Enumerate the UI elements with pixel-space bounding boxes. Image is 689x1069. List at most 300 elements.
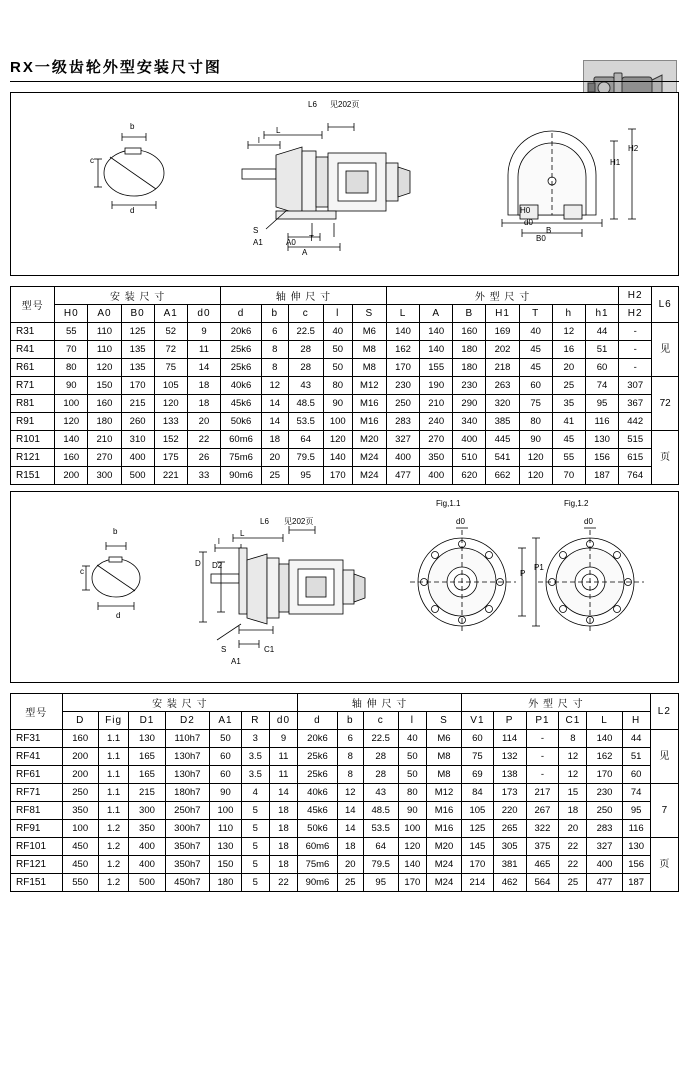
cell: 40 xyxy=(323,323,352,341)
cell: 25k6 xyxy=(298,766,338,784)
label-b: b xyxy=(130,122,135,131)
cell: 45k6 xyxy=(298,802,338,820)
col2-V1: V1 xyxy=(462,712,494,730)
cell: 20 xyxy=(261,449,288,467)
cell-model: RF121 xyxy=(11,856,63,874)
cell: 14 xyxy=(261,395,288,413)
cell: 60 xyxy=(210,766,242,784)
cell: 50 xyxy=(398,748,426,766)
cell: 215 xyxy=(129,784,165,802)
cell: 18 xyxy=(269,802,297,820)
cell: 350 xyxy=(62,802,98,820)
cell: 200 xyxy=(62,748,98,766)
cell: 541 xyxy=(486,449,519,467)
cell: 263 xyxy=(486,377,519,395)
cell: 5 xyxy=(241,874,269,892)
table-row xyxy=(11,766,679,784)
label-note1: 见202页 xyxy=(330,100,360,109)
cell: 100 xyxy=(323,413,352,431)
cell: 9 xyxy=(269,730,297,748)
cell: 135 xyxy=(121,359,154,377)
cell: 16 xyxy=(552,341,585,359)
colgroup2-outline: 外 型 尺 寸 xyxy=(462,694,651,712)
cell: 79.5 xyxy=(363,856,398,874)
cell: 120 xyxy=(88,359,121,377)
cell-model: RF71 xyxy=(11,784,63,802)
cell: 60m6 xyxy=(298,838,338,856)
cell: 51 xyxy=(622,748,650,766)
cell-model: R61 xyxy=(11,359,55,377)
cell: 165 xyxy=(129,766,165,784)
col-c: c xyxy=(288,305,323,323)
table-row xyxy=(11,748,679,766)
col2-c: c xyxy=(363,712,398,730)
cell: 327 xyxy=(386,431,419,449)
cell: 95 xyxy=(585,395,618,413)
cell: 50k6 xyxy=(298,820,338,838)
cell: 90 xyxy=(210,784,242,802)
cell: 95 xyxy=(363,874,398,892)
cell: 18 xyxy=(559,802,587,820)
cell: 445 xyxy=(486,431,519,449)
cell: 28 xyxy=(363,766,398,784)
label-L6: L6 xyxy=(308,100,317,109)
cell: 180 xyxy=(453,359,486,377)
cell: 217 xyxy=(526,784,559,802)
cell: 60 xyxy=(622,766,650,784)
cell: 130h7 xyxy=(165,748,210,766)
cell: 5 xyxy=(241,820,269,838)
cell: 15 xyxy=(559,784,587,802)
cell: M24 xyxy=(352,467,386,485)
cell: 22 xyxy=(559,856,587,874)
table-row xyxy=(11,449,679,467)
label2-d0b: d0 xyxy=(584,517,593,526)
cell: 510 xyxy=(453,449,486,467)
cell: 51 xyxy=(585,341,618,359)
cell: 75m6 xyxy=(221,449,262,467)
cell: 20 xyxy=(337,856,363,874)
cell: 120 xyxy=(154,395,187,413)
cell: 442 xyxy=(619,413,652,431)
cell: 1.1 xyxy=(98,766,128,784)
cell: 72 xyxy=(154,341,187,359)
cell: 140 xyxy=(420,341,453,359)
cell: 477 xyxy=(587,874,622,892)
cell: - xyxy=(526,766,559,784)
cell: 160 xyxy=(55,449,88,467)
col2-L: L xyxy=(587,712,622,730)
cell: 41 xyxy=(552,413,585,431)
label2-D: D xyxy=(195,559,201,568)
cell: 79.5 xyxy=(288,449,323,467)
cell: 6 xyxy=(337,730,363,748)
cell: 105 xyxy=(462,802,494,820)
cell: 1.1 xyxy=(98,784,128,802)
cell: 190 xyxy=(420,377,453,395)
table-row xyxy=(11,856,679,874)
cell: 462 xyxy=(493,874,526,892)
cell: 20 xyxy=(559,820,587,838)
cell: 173 xyxy=(493,784,526,802)
cell: 764 xyxy=(619,467,652,485)
col-L: L xyxy=(386,305,419,323)
cell: 1.1 xyxy=(98,730,128,748)
col-A: A xyxy=(420,305,453,323)
cell: 250 xyxy=(386,395,419,413)
cell: 283 xyxy=(386,413,419,431)
note-cell-3: 页 xyxy=(652,431,679,485)
cell: M8 xyxy=(352,341,386,359)
cell-model: RF61 xyxy=(11,766,63,784)
table1-body xyxy=(11,323,679,485)
cell: 116 xyxy=(585,413,618,431)
cell: 70 xyxy=(55,341,88,359)
cell: 221 xyxy=(154,467,187,485)
cell: 48.5 xyxy=(363,802,398,820)
cell: 12 xyxy=(261,377,288,395)
cell: 25k6 xyxy=(298,748,338,766)
cell: 55 xyxy=(552,449,585,467)
cell: 350h7 xyxy=(165,856,210,874)
cell: - xyxy=(619,323,652,341)
cell: 170 xyxy=(386,359,419,377)
cell-model: RF41 xyxy=(11,748,63,766)
col-h0: H0 xyxy=(55,305,88,323)
cell-model: RF101 xyxy=(11,838,63,856)
cell: 170 xyxy=(121,377,154,395)
cell: 110h7 xyxy=(165,730,210,748)
cell: 14 xyxy=(337,820,363,838)
cell-model: R91 xyxy=(11,413,55,431)
cell: 9 xyxy=(187,323,220,341)
label-A1: A1 xyxy=(253,238,263,247)
cell: 70 xyxy=(552,467,585,485)
title-divider xyxy=(10,81,679,82)
cell: 200 xyxy=(62,766,98,784)
table-row xyxy=(11,413,679,431)
col2-S: S xyxy=(426,712,461,730)
cell: 187 xyxy=(585,467,618,485)
table-row xyxy=(11,323,679,341)
cell: 74 xyxy=(622,784,650,802)
cell: 140 xyxy=(55,431,88,449)
cell: 74 xyxy=(585,377,618,395)
dimension-table-foot-mount xyxy=(10,286,679,485)
cell: 80 xyxy=(55,359,88,377)
cell: 110 xyxy=(210,820,242,838)
cell: 1.2 xyxy=(98,874,128,892)
note2-cell-2: 7 xyxy=(650,784,678,838)
cell: M8 xyxy=(426,748,461,766)
cell: 28 xyxy=(363,748,398,766)
cell: 53.5 xyxy=(363,820,398,838)
label-fig11: Fig,1.1 xyxy=(436,499,461,508)
cell: 43 xyxy=(288,377,323,395)
col2-l: l xyxy=(398,712,426,730)
cell: 180 xyxy=(453,341,486,359)
cell-model: R151 xyxy=(11,467,55,485)
cell: 400 xyxy=(386,449,419,467)
col2-C1: C1 xyxy=(559,712,587,730)
cell: 120 xyxy=(519,449,552,467)
col-d0: d0 xyxy=(187,305,220,323)
col2-P: P xyxy=(493,712,526,730)
cell: 25k6 xyxy=(221,341,262,359)
col2-d0: d0 xyxy=(269,712,297,730)
cell: 12 xyxy=(559,748,587,766)
label-A0: A0 xyxy=(286,238,296,247)
cell: 110 xyxy=(88,341,121,359)
col2-D: D xyxy=(62,712,98,730)
cell: 5 xyxy=(241,802,269,820)
cell: - xyxy=(526,748,559,766)
cell: 8 xyxy=(337,748,363,766)
cell: 120 xyxy=(323,431,352,449)
colgroup2-mounting: 安 装 尺 寸 xyxy=(62,694,298,712)
cell: 12 xyxy=(337,784,363,802)
cell: 60m6 xyxy=(221,431,262,449)
cell: 45 xyxy=(552,431,585,449)
cell: 120 xyxy=(398,838,426,856)
cell: M20 xyxy=(426,838,461,856)
note-cell-1: 见 xyxy=(652,323,679,377)
cell: 150 xyxy=(88,377,121,395)
cell: M8 xyxy=(426,766,461,784)
cell: M16 xyxy=(426,820,461,838)
cell: 322 xyxy=(526,820,559,838)
cell: 162 xyxy=(386,341,419,359)
col-H1: H1 xyxy=(486,305,519,323)
cell: 1.2 xyxy=(98,838,128,856)
cell: 175 xyxy=(154,449,187,467)
col2-model: 型号 xyxy=(11,694,63,730)
cell: 250h7 xyxy=(165,802,210,820)
table-row xyxy=(11,395,679,413)
cell: 8 xyxy=(261,359,288,377)
table2-body xyxy=(11,730,679,892)
cell: 300h7 xyxy=(165,820,210,838)
cell: 170 xyxy=(587,766,622,784)
cell: 20k6 xyxy=(221,323,262,341)
cell: 18 xyxy=(269,820,297,838)
cell: 60 xyxy=(519,377,552,395)
cell: 450 xyxy=(62,856,98,874)
cell: 477 xyxy=(386,467,419,485)
cell: 307 xyxy=(619,377,652,395)
cell: 50k6 xyxy=(221,413,262,431)
cell: 35 xyxy=(552,395,585,413)
col-h2: H2 xyxy=(619,287,652,305)
cell: 283 xyxy=(587,820,622,838)
cell: 6 xyxy=(261,323,288,341)
cell: M16 xyxy=(426,802,461,820)
table-row xyxy=(11,784,679,802)
cell: 160 xyxy=(453,323,486,341)
cell: 50 xyxy=(210,730,242,748)
cell: 52 xyxy=(154,323,187,341)
cell: 22 xyxy=(269,874,297,892)
cell: 180 xyxy=(210,874,242,892)
cell: 84 xyxy=(462,784,494,802)
note2-cell-3: 页 xyxy=(650,838,678,892)
cell: 22 xyxy=(559,838,587,856)
label-B0: B0 xyxy=(536,234,546,243)
cell: 69 xyxy=(462,766,494,784)
cell: 400 xyxy=(420,467,453,485)
cell: 90 xyxy=(398,802,426,820)
cell-model: R31 xyxy=(11,323,55,341)
cell: 1.1 xyxy=(98,748,128,766)
table-row xyxy=(11,341,679,359)
cell: M12 xyxy=(352,377,386,395)
cell: 33 xyxy=(187,467,220,485)
cell: 11 xyxy=(269,748,297,766)
colgroup-outline: 外 型 尺 寸 xyxy=(386,287,618,305)
cell: M8 xyxy=(352,359,386,377)
cell: 90 xyxy=(55,377,88,395)
cell: 12 xyxy=(559,766,587,784)
table-row xyxy=(11,431,679,449)
colgroup-shaft: 轴 伸 尺 寸 xyxy=(221,287,387,305)
cell: 95 xyxy=(622,802,650,820)
label2-A1: A1 xyxy=(231,657,241,666)
cell: 140 xyxy=(420,323,453,341)
cell: 310 xyxy=(121,431,154,449)
cell: 500 xyxy=(121,467,154,485)
col-s: S xyxy=(352,305,386,323)
cell: 367 xyxy=(619,395,652,413)
cell: 290 xyxy=(453,395,486,413)
cell: - xyxy=(619,341,652,359)
col-l6: L6 xyxy=(652,287,679,323)
cell: 40k6 xyxy=(298,784,338,802)
cell: 130 xyxy=(129,730,165,748)
cell: 620 xyxy=(453,467,486,485)
col-b: b xyxy=(261,305,288,323)
cell: 40 xyxy=(398,730,426,748)
cell: 20k6 xyxy=(298,730,338,748)
cell-model: RF31 xyxy=(11,730,63,748)
cell: 20 xyxy=(552,359,585,377)
col2-Fig: Fig xyxy=(98,712,128,730)
cell: 162 xyxy=(587,748,622,766)
cell: 515 xyxy=(619,431,652,449)
cell: 340 xyxy=(453,413,486,431)
cell: 18 xyxy=(187,395,220,413)
cell: 1.1 xyxy=(98,802,128,820)
cell-model: RF91 xyxy=(11,820,63,838)
table-row xyxy=(11,820,679,838)
cell-model: R101 xyxy=(11,431,55,449)
cell: 90 xyxy=(519,431,552,449)
cell: 50 xyxy=(323,341,352,359)
col2-R: R xyxy=(241,712,269,730)
cell: 327 xyxy=(587,838,622,856)
cell: 564 xyxy=(526,874,559,892)
label2-L: L xyxy=(240,529,245,538)
cell: 100 xyxy=(55,395,88,413)
cell: 400 xyxy=(129,856,165,874)
label2-P: P xyxy=(520,569,526,578)
cell: 550 xyxy=(62,874,98,892)
col2-H: H xyxy=(622,712,650,730)
cell: 14 xyxy=(269,784,297,802)
label2-d0a: d0 xyxy=(456,517,465,526)
cell: 381 xyxy=(493,856,526,874)
cell: 75 xyxy=(462,748,494,766)
cell: 14 xyxy=(337,802,363,820)
cell: 160 xyxy=(88,395,121,413)
page-root xyxy=(0,56,689,1069)
cell: 210 xyxy=(88,431,121,449)
label2-l: l xyxy=(218,537,220,546)
col-model: 型号 xyxy=(11,287,55,323)
cell: 202 xyxy=(486,341,519,359)
cell: 230 xyxy=(386,377,419,395)
cell: 14 xyxy=(261,413,288,431)
cell: 180 xyxy=(88,413,121,431)
cell: 110 xyxy=(88,323,121,341)
cell: 132 xyxy=(493,748,526,766)
cell: 350 xyxy=(420,449,453,467)
cell: 60 xyxy=(585,359,618,377)
cell: 133 xyxy=(154,413,187,431)
col-l-small: l xyxy=(323,305,352,323)
cell: 350h7 xyxy=(165,838,210,856)
cell-model: RF81 xyxy=(11,802,63,820)
cell-model: R121 xyxy=(11,449,55,467)
cell: 500 xyxy=(129,874,165,892)
cell: 18 xyxy=(187,377,220,395)
cell: 138 xyxy=(493,766,526,784)
col2-b: b xyxy=(337,712,363,730)
cell: 18 xyxy=(261,431,288,449)
cell: 40 xyxy=(519,323,552,341)
cell: M16 xyxy=(352,395,386,413)
cell: 18 xyxy=(269,856,297,874)
technical-drawing-2 xyxy=(11,492,678,682)
col-a0: A0 xyxy=(88,305,121,323)
cell: 50 xyxy=(323,359,352,377)
label-H0: H0 xyxy=(520,206,531,215)
cell: 1.2 xyxy=(98,820,128,838)
cell: 450h7 xyxy=(165,874,210,892)
cell: M24 xyxy=(426,856,461,874)
label2-d: d xyxy=(116,611,121,620)
cell: 8 xyxy=(337,766,363,784)
label-fig12: Fig,1.2 xyxy=(564,499,589,508)
cell: M24 xyxy=(352,449,386,467)
col-h: h xyxy=(552,305,585,323)
cell: 140 xyxy=(587,730,622,748)
cell: M6 xyxy=(426,730,461,748)
label-A: A xyxy=(302,248,308,257)
label2-b: b xyxy=(113,527,118,536)
cell: 240 xyxy=(420,413,453,431)
cell: 145 xyxy=(462,838,494,856)
drawing-panel-foot-mount xyxy=(10,92,679,276)
cell: 11 xyxy=(269,766,297,784)
label-c: c xyxy=(90,156,94,165)
cell: 130 xyxy=(210,838,242,856)
table-row xyxy=(11,359,679,377)
cell: 12 xyxy=(552,323,585,341)
cell: 22 xyxy=(187,431,220,449)
table-row xyxy=(11,874,679,892)
cell: 170 xyxy=(323,467,352,485)
col-a1: A1 xyxy=(154,305,187,323)
